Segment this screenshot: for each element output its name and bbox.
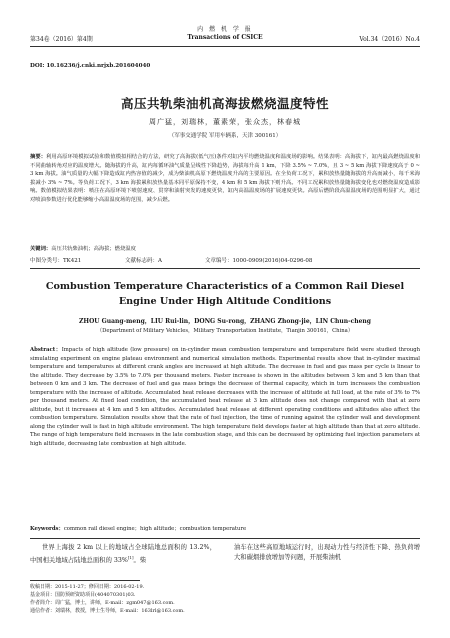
abstract-en-text: Impacts of high altitude (low pressure) on in-cylinder mean combustion temperature and temperature field were studied through simulating experiment on engine plateau environment and numerical simulation methods. Experimental results show that in-cylinder maximal temperature and temperatures at different crank angles are increased at high altitude. The decrease in fuel and gas mass per cycle is linear to the altitude. They decrease by 3.5% to 7.0% per thousand meters. Faster increase is shown in the altitudes between 3 km and 5 km than that between 0 km and 3 km. The decrease of fuel and gas mass brings the decrease of thermal capacity, which in turn increases the combustion temperature with the increase of altitude. Accumulated heat release decreases with the increase of altitude at full load, at the rate of 3% to 7% per thousand meters. At fixed load condition, the accumulated heat release at 3 km altitude does not change compared with that at zero altitude, but it increases at 4 km and 5 km altitudes. Accumulated heat release at different operating conditions and altitudes also affect the combustion temperature. Simulation results show that the rate of fuel injection, the time of running against the cylinder wall and development along the cylinder wall is fast in high altitude environment. The high temperature field develops faster at high altitude than that at zero altitude. The range of high temperature field increases in the late combustion stage, and this can be decreased by optimizing fuel injection parameters at high altitude, decreasing late combustion at high altitude.: [30, 347, 420, 448]
footnote-received: 收稿日期：2015-11-27；修回日期：2016-02-19.: [30, 584, 145, 590]
footnote-contact: 通信作者：刘瑞林，教授，博士生导师，E-mail：163lrl@163.com.: [30, 608, 185, 614]
paper-title-en-line2: Engine Under High Altitude Conditions: [118, 296, 332, 307]
issue-info: 第34卷（2016）第4期: [30, 36, 93, 43]
authors-en: ZHOU Guang-meng，LIU Rui-lin，DONG Su-rong，ZHANG Zhong-jie，LIN Chun-cheng: [79, 318, 371, 325]
intro-column-right: 油车在这些高原地域运行时，出现动力性与经济性下降、热负荷增大和碳烟排放增加等问题，开展柴油机: [234, 544, 420, 561]
authors-cn: 周广猛，刘瑞林，董素荣，张众杰，林春城: [149, 118, 301, 126]
affiliation-en: （Department of Military Vehicles，Military Transportation Institute，Tianjin 300161，China）: [96, 328, 354, 334]
intro-left-tail: 。柴: [133, 557, 147, 565]
footnote-rule: [30, 580, 140, 581]
abstract-en-label: Abstract：: [30, 347, 62, 353]
abstract-en: [30, 346, 420, 449]
header-rule: [30, 46, 420, 47]
footnote-fund: 基金项目：国防预研资助项目(404070301)03.: [30, 592, 136, 598]
body-rule: [30, 538, 420, 539]
keywords-en-text: common rail diesel engine；high altitude；combustion temperature: [63, 526, 247, 532]
doi: DOI: 10.16236/j.cnki.nrjxb.201604040: [30, 63, 151, 69]
keywords-cn-label: 关键词：: [30, 246, 52, 252]
keywords-en-label: Keywords：: [30, 526, 64, 532]
paper-title-cn: 高压共轨柴油机高海拔燃烧温度特性: [120, 96, 329, 111]
journal-name-en: Transactions of CSICE: [187, 34, 263, 41]
volume-info: Vol.34（2016）No.4: [359, 36, 420, 43]
paper-title-en-line1: Combustion Temperature Characteristics of a Common Rail Diesel: [45, 281, 405, 292]
intro-left-text: 世界上海拔 2 km 以上的地域占全球陆地总面积的 13.2%，中国相关地域占陆地总面积的 33%: [30, 544, 216, 565]
citation-ref[interactable]: [1]: [127, 555, 134, 560]
abstract-cn-text: 利用高原环境模拟试验和数值模拟相结合的方法，研究了高海拔(低气压)条件对缸内平均燃烧温度和温度场的影响。结果表明：高海拔下，缸内最高燃烧温度和不同曲轴转角对应的温度增大。随海拔的升高，缸内每循环油气质量呈线性下降趋势，海拔每升高 1 km，下降 3.5% ~ 7.0%，且 3 ~ 5 km 海拔下降速度高于 0 ~ 3 km 海拔。油气质量的大幅下降造成缸内热容值的减少，成为柴油机高原下燃烧温度升高的主要原因。在全负荷工况下，累积放热量随海拔的升高而减小，每千米海拔减小 3% ~ 7%。等负荷工况下，3 km 海拔累积放热量基本同平原保持不变，4 km 和 5 km 海拔下则升高。不同工况累积放热量随海拔变化也对燃烧温度造成影响。数值模拟结果表明：喷注在高原环境下喷射速度、贯穿和油射突发的速度更快，缸内高温温度场的扩展速度更快。高原后燃阶段高温温度场的范围明显扩大，通过对喷油参数进行优化能够缩小高温温度场的范围，减少后燃。: [30, 154, 420, 203]
abstract-cn: [30, 153, 420, 205]
footnote-author: 作者简介：周广猛，博士，讲师，E-mail：zgm047@163.com.: [30, 600, 175, 606]
clc-number: 中图分类号：TK421: [30, 258, 82, 264]
keywords-cn-text: 高压共轨柴油机；高海拔；燃烧温度: [51, 246, 136, 252]
paper-title-en: [0, 279, 450, 309]
keywords-cn: [30, 245, 420, 254]
keywords-en: [30, 525, 420, 534]
classification-row: [30, 256, 420, 264]
affiliation-cn: （军事交通学院 军用车辆系，天津 300161）: [168, 133, 282, 139]
document-code: 文献标志码：A: [125, 258, 162, 264]
intro-column-left: [30, 543, 216, 566]
abstract-cn-label: 摘要：: [30, 154, 47, 160]
journal-name-cn: 内 燃 机 学 报: [197, 26, 253, 33]
section-rule: [30, 268, 420, 269]
article-number: 文章编号：1000-0909(2016)04-0296-08: [205, 258, 313, 264]
